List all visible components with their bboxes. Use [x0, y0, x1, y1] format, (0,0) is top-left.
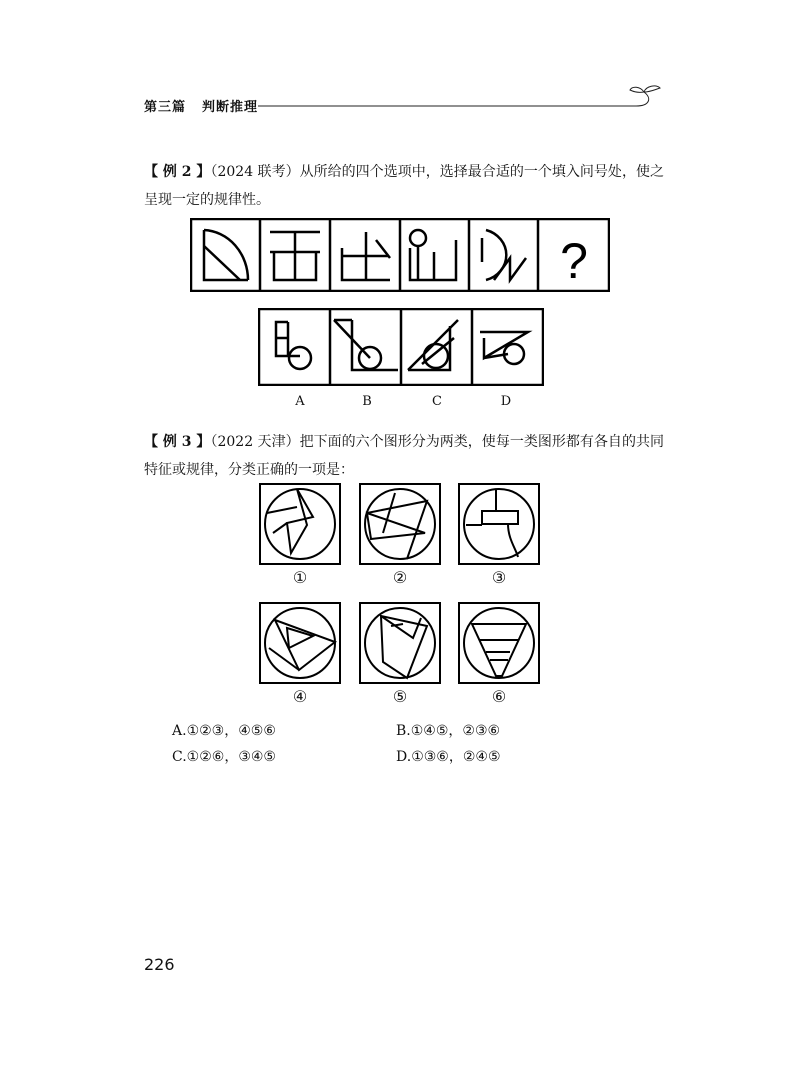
example3-question-text: 把下面的六个图形分为两类，使每一类图形都有各自的共同特征或规律，分类正确的一项是： [144, 434, 664, 478]
figure-2-label: ② [392, 568, 408, 587]
sequence-figure-2 [270, 232, 320, 280]
example3-figure-6 [458, 602, 540, 684]
figure-6-label: ⑥ [491, 687, 507, 706]
example2-question-text: 从所给的四个选项中，选择最合适的一个填入问号处，使之呈现一定的规律性。 [144, 164, 664, 208]
page-number: 226 [144, 955, 175, 974]
option-b-label: B [362, 394, 372, 409]
sequence-figure-1 [204, 230, 248, 280]
sequence-figure-5 [482, 230, 526, 280]
choice-c[interactable]: C.①②⑥，③④⑤ [172, 749, 276, 765]
section-name: 第三篇 [144, 100, 187, 115]
example3-figure-1 [259, 483, 341, 565]
option-c-label: C [432, 394, 442, 409]
example2-source: （2024 联考） [210, 164, 300, 180]
figure-3-label: ③ [491, 568, 507, 587]
header-rule-with-sprout-icon [258, 84, 668, 116]
example2-sequence-row [190, 218, 610, 292]
option-c-figure[interactable] [408, 320, 458, 370]
choice-b[interactable]: B.①④⑤，②③⑥ [396, 723, 501, 739]
example3-figure-3 [458, 483, 540, 565]
figure-5-label: ⑤ [392, 687, 408, 706]
example3-tag: 【 例 3 】 [144, 434, 211, 450]
example3-question [144, 428, 664, 484]
example3-figure-4 [259, 602, 341, 684]
figure-4-label: ④ [292, 687, 308, 706]
figure-1-label: ① [292, 568, 308, 587]
example2-tag: 【 例 2 】 [144, 164, 211, 180]
question-mark-icon: ? [560, 233, 588, 289]
option-a-label: A [295, 394, 305, 409]
option-d-figure[interactable] [480, 332, 528, 364]
page-header [144, 96, 258, 115]
chapter-name: 判断推理 [202, 100, 259, 115]
option-b-figure[interactable] [334, 320, 398, 370]
sequence-figure-4 [410, 230, 456, 280]
example3-figure-2 [359, 483, 441, 565]
sequence-figure-3 [342, 232, 390, 280]
option-d-label: D [500, 394, 512, 409]
option-a-figure[interactable] [276, 322, 311, 369]
sprout-icon [644, 86, 660, 92]
example3-figure-5 [359, 602, 441, 684]
choice-a[interactable]: A.①②③，④⑤⑥ [172, 723, 276, 739]
example2-options-row [258, 308, 544, 386]
choice-d[interactable]: D.①③⑥，②④⑤ [396, 749, 501, 765]
example3-source: （2022 天津） [210, 434, 300, 450]
example2-question [144, 158, 664, 214]
